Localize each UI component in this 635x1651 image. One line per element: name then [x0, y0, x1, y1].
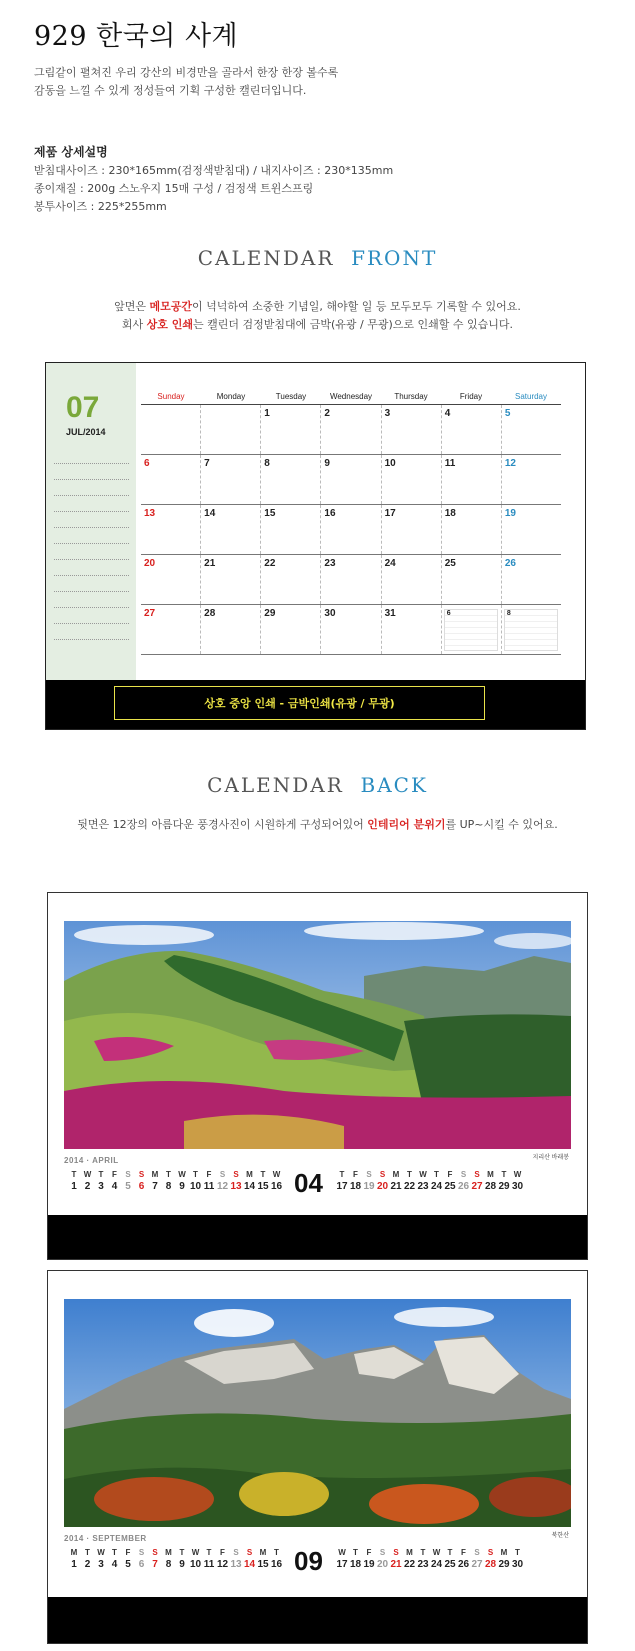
weekday-letter: T	[515, 1548, 520, 1557]
day-number: 5	[504, 408, 511, 419]
memo-line	[54, 639, 129, 640]
weekday-label: Wednesday	[329, 392, 373, 401]
weekday-letter: S	[138, 1170, 145, 1179]
landscape-photo-azalea	[64, 921, 571, 1149]
weekday-letter: M	[500, 1548, 508, 1557]
date-number: 24	[430, 1559, 443, 1570]
day-cell	[321, 555, 381, 604]
weekday-letter: W	[97, 1548, 105, 1557]
day-cell	[382, 605, 442, 654]
day-number: 21	[204, 558, 216, 569]
spec-list	[34, 162, 594, 216]
date-number: 8	[165, 1181, 172, 1192]
weekday-letter: W	[83, 1170, 92, 1179]
weekday-letter: T	[501, 1170, 507, 1179]
date-number: 1	[71, 1559, 77, 1570]
weekday-label: Sunday	[157, 392, 185, 401]
day-number: 26	[504, 558, 516, 569]
weekday-label: Friday	[459, 392, 483, 401]
gold-print-box: 상호 중앙 인쇄 - 금박인쇄(유광 / 무광)	[114, 686, 485, 720]
date-number: 4	[111, 1181, 118, 1192]
week-row	[141, 605, 561, 655]
day-number: 9	[324, 458, 330, 469]
date-number: 17	[336, 1559, 348, 1570]
date-number: 28	[484, 1559, 497, 1570]
day-cell	[442, 405, 502, 454]
day-number: 30	[324, 608, 336, 619]
date-number: 4	[111, 1559, 118, 1570]
day-cell	[261, 405, 321, 454]
weekday-letter: W	[338, 1548, 346, 1557]
weekday-letter: W	[432, 1548, 441, 1557]
date-number: 22	[403, 1181, 416, 1192]
weekday-label: Monday	[216, 392, 246, 401]
weekday-letter: S	[246, 1548, 253, 1557]
date-number: 5	[125, 1181, 131, 1192]
weekday-letter: M	[246, 1170, 253, 1179]
weekday-letter: F	[461, 1548, 466, 1557]
memo-line	[54, 543, 129, 544]
week-rows	[141, 405, 561, 655]
day-number: 13	[144, 508, 156, 519]
date-number: 11	[203, 1181, 215, 1192]
weekday-letter: F	[447, 1170, 453, 1179]
date-number: 2	[84, 1181, 91, 1192]
day-number: 7	[204, 458, 210, 469]
day-cell	[201, 505, 261, 554]
weekday-letter: M	[392, 1170, 400, 1179]
year-month-label: 2014 · SEPTEMBER	[64, 1534, 147, 1543]
mini-month-calendar	[504, 609, 558, 651]
day-number: 1	[264, 408, 270, 419]
weekday-letter: S	[393, 1548, 399, 1557]
day-cell	[201, 405, 261, 454]
date-number: 19	[363, 1181, 375, 1192]
memo-line	[54, 591, 129, 592]
date-number: 7	[152, 1559, 158, 1570]
day-number: 24	[384, 558, 396, 569]
date-number: 23	[417, 1181, 429, 1192]
weekday-header	[141, 391, 561, 405]
day-number: 6	[144, 458, 150, 469]
weekday-letter: T	[274, 1548, 279, 1557]
weekday-letter: W	[178, 1170, 186, 1179]
date-number: 7	[152, 1181, 158, 1192]
weekday-letter: S	[125, 1170, 131, 1179]
weekday-letter: S	[152, 1548, 158, 1557]
date-number: 22	[403, 1559, 416, 1570]
weekday-label: Tuesday	[275, 392, 307, 401]
date-number: 20	[376, 1559, 389, 1570]
memo-line	[54, 559, 129, 560]
weekday-letter: F	[206, 1170, 212, 1179]
desc-highlight: 인테리어 분위기	[367, 818, 446, 831]
landscape-photo-mountain	[64, 1299, 571, 1527]
day-number: 25	[444, 558, 456, 569]
weekday-letter: W	[513, 1170, 522, 1179]
date-number: 10	[189, 1559, 202, 1570]
front-calendar	[45, 362, 586, 730]
memo-line	[54, 527, 129, 528]
weekday-letter: S	[474, 1548, 480, 1557]
day-cell	[442, 505, 502, 554]
intro-text	[34, 64, 594, 100]
weekday-letter: M	[406, 1548, 413, 1557]
day-number: 4	[444, 408, 451, 419]
black-stand	[48, 1597, 587, 1643]
day-number: 22	[264, 558, 276, 569]
date-number: 29	[498, 1181, 510, 1192]
weekday-letter: T	[353, 1548, 358, 1557]
day-cell	[321, 455, 381, 504]
date-number: 27	[471, 1181, 483, 1192]
weekday-letter: T	[193, 1170, 198, 1179]
weekday-letter: W	[191, 1548, 200, 1557]
date-number: 14	[243, 1559, 256, 1570]
desc-highlight: 메모공간	[149, 300, 193, 313]
day-cell	[382, 455, 442, 504]
front-section-desc	[0, 298, 635, 334]
date-number: 24	[430, 1181, 443, 1192]
day-number: 14	[204, 508, 216, 519]
front-section-title	[0, 246, 635, 270]
date-number: 6	[138, 1559, 145, 1570]
weekday-letter: T	[112, 1548, 117, 1557]
memo-line	[54, 575, 129, 576]
date-number: 20	[376, 1181, 389, 1192]
day-cell	[141, 505, 201, 554]
big-month-number: 09	[294, 1546, 323, 1576]
date-number: 12	[216, 1181, 229, 1192]
date-number: 15	[257, 1181, 269, 1192]
day-cell	[321, 405, 381, 454]
weekday-letter: S	[460, 1170, 467, 1179]
date-number: 21	[390, 1181, 402, 1192]
date-number: 8	[165, 1559, 172, 1570]
day-number: 17	[384, 508, 396, 519]
day-cell	[382, 505, 442, 554]
weekday-letter: M	[165, 1548, 172, 1557]
weekday-letter: S	[233, 1548, 239, 1557]
desc-line	[0, 316, 635, 334]
weekday-letter: W	[272, 1170, 281, 1179]
weekday-label: Thursday	[394, 392, 428, 401]
week-row	[141, 455, 561, 505]
weekday-letter: S	[474, 1170, 480, 1179]
date-strip	[64, 1548, 571, 1578]
date-number: 9	[179, 1181, 185, 1192]
weekday-letter: S	[379, 1548, 386, 1557]
date-number: 6	[138, 1181, 145, 1192]
date-number: 16	[270, 1559, 283, 1570]
date-number: 2	[84, 1559, 91, 1570]
weekday-letter: S	[379, 1170, 386, 1179]
day-cell	[382, 405, 442, 454]
date-number: 25	[444, 1181, 456, 1192]
memo-line	[54, 511, 129, 512]
day-number: 29	[264, 608, 276, 619]
weekday-letter: F	[366, 1548, 372, 1557]
weekday-letter: F	[112, 1170, 117, 1179]
front-title-plain: CALENDAR	[197, 246, 335, 270]
day-cell	[261, 505, 321, 554]
day-number: 15	[264, 508, 276, 519]
weekday-letter: T	[85, 1548, 90, 1557]
front-title-accent: FRONT	[351, 246, 438, 270]
weekday-letter: S	[233, 1170, 239, 1179]
day-cell	[442, 605, 502, 654]
day-number: 28	[204, 608, 216, 619]
product-title: 929 한국의 사계	[34, 21, 239, 52]
day-cell	[442, 555, 502, 604]
weekday-letter: T	[71, 1170, 77, 1179]
intro-line: 감동을 느낄 수 있게 정성들여 기획 구성한 캘린더입니다.	[34, 84, 307, 97]
spec-line: 봉투사이즈 : 225*255mm	[34, 200, 167, 213]
back-title-plain: CALENDAR	[207, 773, 344, 797]
spec-heading: 제품 상세설명	[34, 145, 108, 159]
week-row	[141, 405, 561, 455]
desc-highlight: 상호 인쇄	[146, 318, 194, 331]
desc-text: 는 캘린더 검정받침대에 금박(유광 / 무광)으로 인쇄할 수 있습니다.	[193, 318, 514, 331]
date-number: 14	[243, 1181, 256, 1192]
day-number: 12	[504, 458, 516, 469]
date-number: 3	[98, 1181, 104, 1192]
day-cell	[321, 605, 381, 654]
memo-line	[54, 495, 129, 496]
date-number: 16	[270, 1181, 283, 1192]
weekday-letter: M	[487, 1170, 494, 1179]
date-number: 15	[257, 1559, 269, 1570]
weekday-letter: S	[138, 1548, 145, 1557]
day-cell	[201, 555, 261, 604]
day-cell	[201, 605, 261, 654]
year-month-label: 2014 · APRIL	[64, 1156, 119, 1165]
week-row	[141, 555, 561, 605]
weekday-letter: T	[166, 1170, 171, 1179]
day-cell	[502, 405, 561, 454]
weekday-label: Saturday	[514, 392, 548, 401]
day-cell	[502, 555, 561, 604]
photo-caption: 북한산	[551, 1533, 569, 1539]
weekday-letter: F	[125, 1548, 131, 1557]
day-number: 3	[384, 408, 391, 419]
desc-text: 를 UP~시킬 수 있어요.	[445, 818, 558, 831]
day-cell	[141, 605, 201, 654]
memo-line	[54, 623, 129, 624]
black-stand	[48, 1215, 587, 1259]
black-stand	[46, 680, 585, 729]
date-number: 30	[511, 1181, 524, 1192]
month-number: 07	[66, 391, 100, 424]
photo-caption: 지리산 바래봉	[532, 1155, 569, 1161]
date-number: 19	[363, 1559, 375, 1570]
date-number: 21	[390, 1559, 402, 1570]
date-number: 26	[457, 1559, 470, 1570]
date-number: 28	[484, 1181, 497, 1192]
day-cell	[141, 455, 201, 504]
date-number: 5	[125, 1559, 131, 1570]
day-cell	[442, 455, 502, 504]
date-number: 18	[349, 1559, 362, 1570]
desc-text: 회사	[121, 318, 147, 331]
date-strip	[64, 1170, 571, 1200]
day-number: 31	[384, 608, 396, 619]
day-number: 18	[444, 508, 456, 519]
day-cell	[261, 555, 321, 604]
day-number: 2	[324, 408, 330, 419]
weekday-letter: T	[420, 1548, 426, 1557]
date-number: 13	[230, 1559, 242, 1570]
day-number: 16	[324, 508, 336, 519]
date-number: 10	[189, 1181, 202, 1192]
back-panel-april	[47, 892, 588, 1260]
date-number: 11	[203, 1559, 215, 1570]
back-title-accent: BACK	[360, 773, 428, 797]
day-cell	[502, 505, 561, 554]
date-number: 26	[457, 1181, 470, 1192]
weekday-letter: T	[179, 1548, 185, 1557]
weekday-letter: T	[260, 1170, 266, 1179]
date-number: 3	[98, 1559, 104, 1570]
mini-month-label: 8	[506, 610, 511, 617]
day-cell	[141, 555, 201, 604]
date-number: 1	[71, 1181, 77, 1192]
mini-month-calendar	[444, 609, 498, 651]
weekday-letter: T	[407, 1170, 412, 1179]
date-number: 25	[444, 1559, 456, 1570]
weekday-letter: T	[206, 1548, 212, 1557]
day-number: 27	[144, 608, 156, 619]
date-number: 29	[498, 1559, 510, 1570]
spec-line: 종이재질 : 200g 스노우지 15매 구성 / 검정색 트윈스프링	[34, 182, 314, 195]
weekday-letter: M	[151, 1170, 159, 1179]
weekday-letter: T	[98, 1170, 104, 1179]
date-number: 12	[216, 1559, 229, 1570]
desc-text: 뒷면은 12장의 아름다운 풍경사진이 시원하게 구성되어있어	[77, 818, 368, 831]
day-cell	[261, 605, 321, 654]
memo-panel	[46, 363, 136, 680]
day-cell	[502, 605, 561, 654]
desc-text: 앞면은	[114, 300, 150, 313]
day-cell	[382, 555, 442, 604]
back-section-title	[0, 773, 635, 797]
month-subtitle: JUL/2014	[66, 427, 106, 437]
day-cell	[141, 405, 201, 454]
day-cell	[502, 455, 561, 504]
desc-text: 이 넉넉하여 소중한 기념일, 해야할 일 등 모두모두 기록할 수 있어요.	[192, 300, 521, 313]
date-number: 27	[471, 1559, 483, 1570]
spec-line: 받침대사이즈 : 230*165mm(검정색받침대) / 내지사이즈 : 230*135mm	[34, 164, 394, 177]
date-number: 17	[336, 1181, 348, 1192]
mini-month-label: 6	[446, 610, 451, 617]
day-cell	[321, 505, 381, 554]
weekday-letter: S	[487, 1548, 494, 1557]
day-number: 8	[264, 458, 270, 469]
date-number: 23	[417, 1559, 429, 1570]
day-cell	[201, 455, 261, 504]
memo-line	[54, 479, 129, 480]
week-row	[141, 505, 561, 555]
day-number: 23	[324, 558, 336, 569]
date-number: 13	[230, 1181, 242, 1192]
day-number: 10	[384, 458, 396, 469]
weekday-letter: M	[259, 1548, 267, 1557]
date-number: 30	[511, 1559, 524, 1570]
back-section-desc	[0, 816, 635, 834]
weekday-letter: W	[419, 1170, 427, 1179]
weekday-letter: F	[220, 1548, 225, 1557]
weekday-letter: M	[70, 1548, 78, 1557]
big-month-number: 04	[294, 1168, 323, 1198]
day-number: 19	[504, 508, 516, 519]
desc-line	[0, 298, 635, 316]
weekday-letter: S	[219, 1170, 226, 1179]
date-number: 18	[349, 1181, 362, 1192]
weekday-letter: F	[353, 1170, 358, 1179]
back-panel-september	[47, 1270, 588, 1644]
weekday-letter: T	[434, 1170, 439, 1179]
day-number: 20	[144, 558, 156, 569]
weekday-letter: T	[339, 1170, 345, 1179]
memo-line	[54, 463, 129, 464]
day-number: 11	[444, 458, 456, 469]
memo-line	[54, 607, 129, 608]
day-cell	[261, 455, 321, 504]
date-number: 9	[179, 1559, 185, 1570]
date-grid	[141, 391, 561, 655]
weekday-letter: T	[447, 1548, 453, 1557]
intro-line: 그림같이 펼쳐진 우리 강산의 비경만을 골라서 한장 한장 볼수록	[34, 66, 339, 79]
weekday-letter: S	[366, 1170, 372, 1179]
